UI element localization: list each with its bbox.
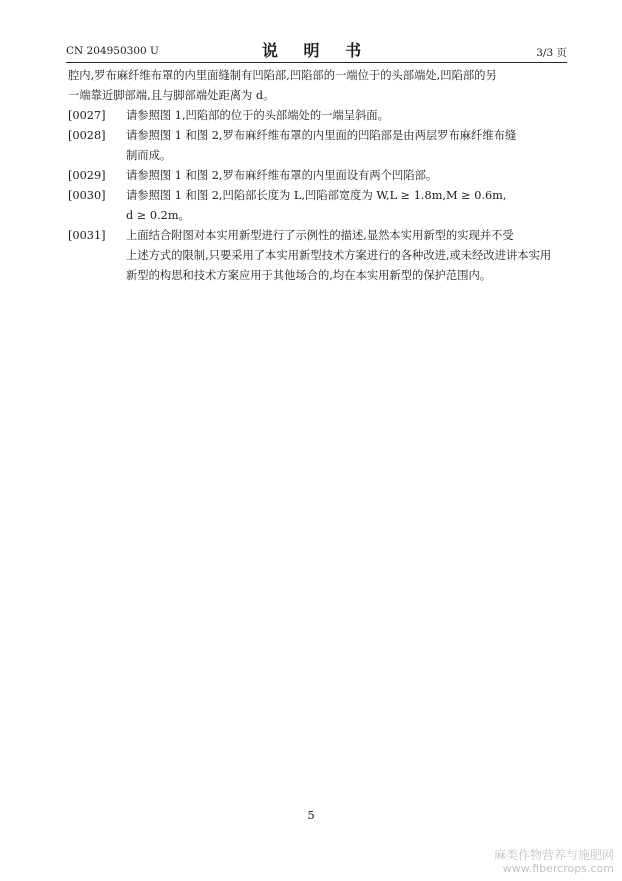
text-line: 腔内,罗布麻纤维布罩的内里面缝制有凹陷部,凹陷部的一端位于的头部端处,凹陷部的另 bbox=[68, 69, 497, 82]
watermark bbox=[484, 848, 614, 875]
paragraph-text bbox=[126, 186, 565, 226]
paragraph-text bbox=[126, 226, 565, 286]
paragraph-0030 bbox=[68, 186, 565, 226]
continuation-text bbox=[68, 66, 565, 106]
paragraph-0029 bbox=[68, 166, 565, 186]
paragraph-number: [0029] bbox=[68, 169, 106, 182]
text-line: 请参照图 1 和图 2,罗布麻纤维布罩的内里面的凹陷部是由两层罗布麻纤维布缝 bbox=[126, 129, 517, 142]
document-body bbox=[68, 66, 565, 286]
text-line: 请参照图 1,凹陷部的位于的头部端处的一端呈斜面。 bbox=[126, 109, 389, 122]
text-line: 一端靠近脚部端,且与脚部端处距离为 d。 bbox=[68, 89, 275, 102]
paragraph-0027 bbox=[68, 106, 565, 126]
text-line: 新型的构思和技术方案应用于其他场合的,均在本实用新型的保护范围内。 bbox=[126, 269, 492, 282]
text-line: 请参照图 1 和图 2,凹陷部长度为 L,凹陷部宽度为 W,L ≥ 1.8m,M ≥ 0.6m, bbox=[126, 189, 507, 202]
header-divider bbox=[66, 62, 567, 63]
page-indicator: 3/3 页 bbox=[536, 47, 567, 59]
text-line: 上述方式的限制,只要采用了本实用新型技术方案进行的各种改进,或未经改进讲本实用 bbox=[126, 249, 552, 262]
watermark-line: 麻类作物营养与施肥网 bbox=[493, 848, 614, 862]
paragraph-0031 bbox=[68, 226, 565, 286]
paragraph-number: [0028] bbox=[68, 129, 106, 142]
paragraph-number: [0027] bbox=[68, 109, 106, 122]
paragraph-text bbox=[126, 166, 565, 186]
text-line: 制而成。 bbox=[126, 149, 172, 162]
watermark-url: www.fibercrops.com bbox=[502, 862, 614, 875]
text-line: 请参照图 1 和图 2,罗布麻纤维布罩的内里面设有两个凹陷部。 bbox=[126, 169, 438, 182]
document-number: CN 204950300 U bbox=[66, 45, 159, 57]
page-number: 5 bbox=[307, 808, 315, 822]
paragraph-number: [0031] bbox=[68, 229, 106, 242]
paragraph-number: [0030] bbox=[68, 189, 106, 202]
text-line: 上面结合附图对本实用新型进行了示例性的描述,显然本实用新型的实现并不受 bbox=[126, 229, 514, 242]
text-line: d ≥ 0.2m。 bbox=[126, 209, 190, 222]
document-title: 说 明 书 bbox=[261, 41, 372, 60]
page-header bbox=[66, 38, 567, 62]
paragraph-text bbox=[126, 106, 565, 126]
paragraph-0028 bbox=[68, 126, 565, 166]
paragraph-text bbox=[126, 126, 565, 166]
